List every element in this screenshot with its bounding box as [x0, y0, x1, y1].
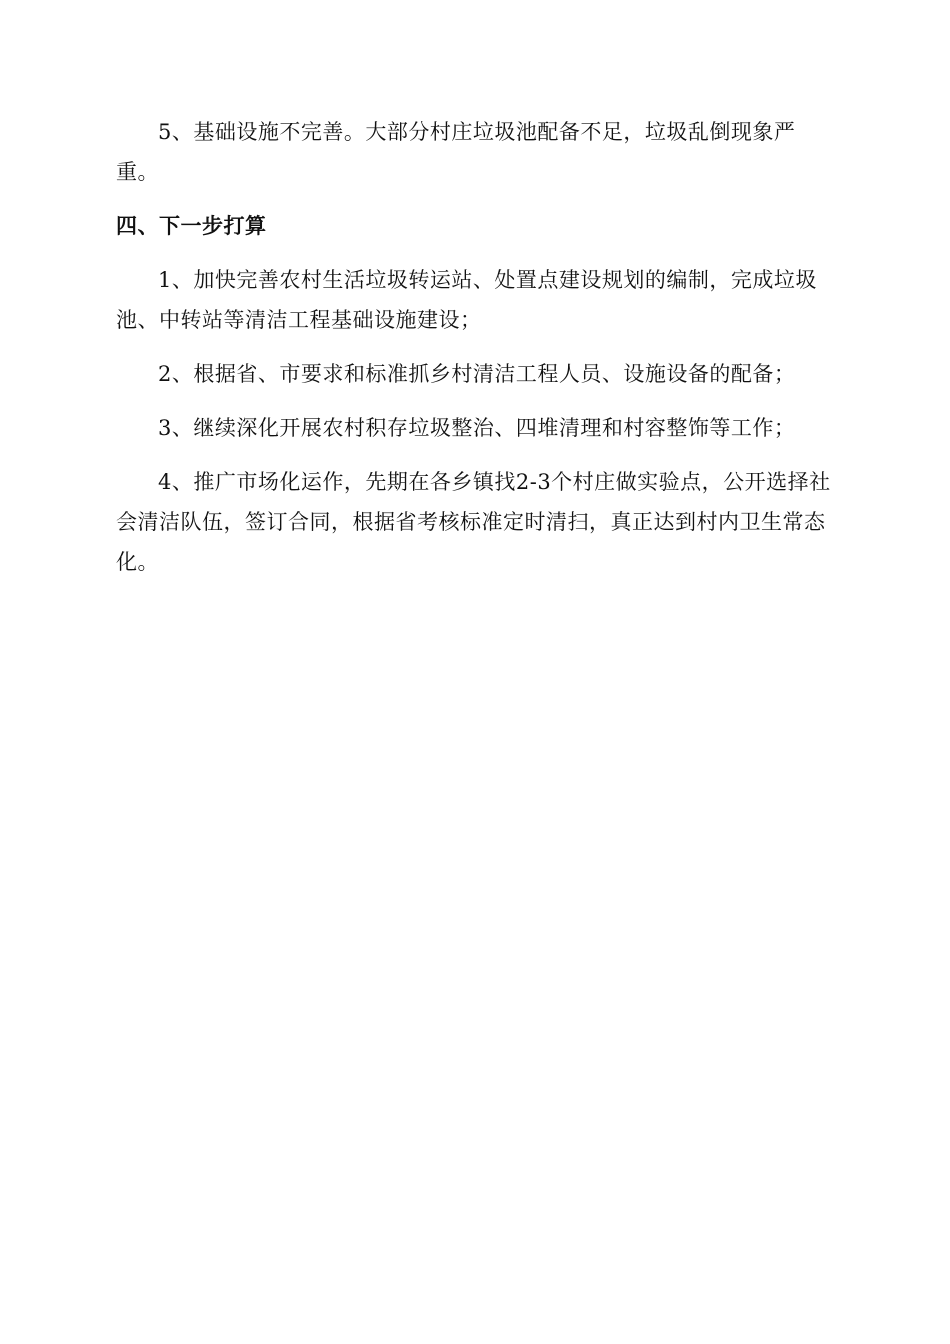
section-heading: 四、下一步打算	[116, 214, 267, 238]
plan-item-1: 1、加快完善农村生活垃圾转运站、处置点建设规划的编制，完成垃圾池、中转站等清洁工程基础设施建设；	[116, 268, 817, 332]
document-body	[116, 112, 834, 596]
plan-item-4: 4、推广市场化运作，先期在各乡镇找2-3个村庄做实验点，公开选择社会清洁队伍，签订合同，根据省考核标准定时清扫，真正达到村内卫生常态化。	[116, 470, 831, 574]
plan-item-2: 2、根据省、市要求和标准抓乡村清洁工程人员、设施设备的配备；	[158, 362, 796, 386]
plan-item-3: 3、继续深化开展农村积存垃圾整治、四堆清理和村容整饰等工作；	[158, 416, 796, 440]
paragraph-problem-5: 5、基础设施不完善。大部分村庄垃圾池配备不足，垃圾乱倒现象严重。	[116, 120, 796, 184]
